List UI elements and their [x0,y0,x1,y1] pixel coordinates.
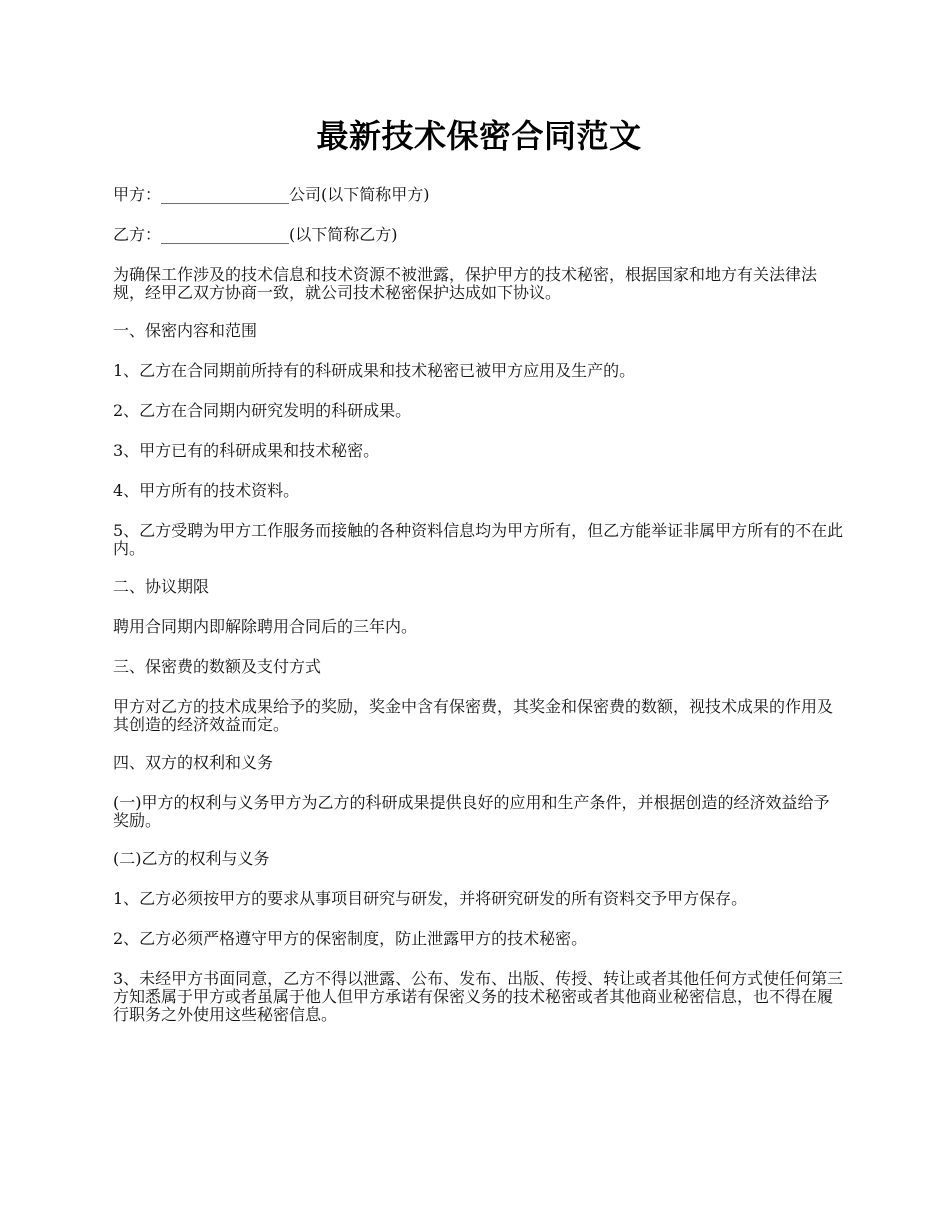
clause-4-3: 3、未经甲方书面同意，乙方不得以泄露、公布、发布、出版、传授、转让或者其他任何方式使任何第三方知悉属于甲方或者虽属于他人但甲方承诺有保密义务的技术秘密或者其他商业秘密信息，也不得在履行职务之外使用这些秘密信息。 [113,969,844,1024]
party-a-rights-paragraph: (一)甲方的权利与义务甲方为乙方的科研成果提供良好的应用和生产条件，并根据创造的经济效益给予奖励。 [113,793,830,830]
term-paragraph: 聘用合同期内即解除聘用合同后的三年内。 [113,617,418,636]
section-heading-2: 二、协议期限 [113,577,210,596]
section-heading-4: 四、双方的权利和义务 [113,753,274,772]
clause-1-4: 4、甲方所有的技术资料。 [113,481,300,500]
fee-paragraph: 甲方对乙方的技术成果给予的奖励，奖金中含有保密费，其奖金和保密费的数额，视技术成果的作用及其创造的经济效益而定。 [113,697,834,734]
clause-1-2: 2、乙方在合同期内研究发明的科研成果。 [113,401,412,420]
clause-4-2: 2、乙方必须严格遵守甲方的保密制度，防止泄露甲方的技术秘密。 [113,929,588,948]
party-a-line: 甲方：________________公司(以下简称甲方) [113,185,430,204]
document-title: 最新技术保密合同范文 [316,117,642,155]
clause-1-1: 1、乙方在合同期前所持有的科研成果和技术秘密已被甲方应用及生产的。 [113,361,636,380]
clause-1-5: 5、乙方受聘为甲方工作服务而接触的各种资料信息均为甲方所有，但乙方能举证非属甲方所有的不在此内。 [113,521,844,558]
clause-4-1: 1、乙方必须按甲方的要求从事项目研究与研发，并将研究研发的所有资料交予甲方保存。 [113,889,748,908]
document-body [113,112,845,1046]
intro-paragraph: 为确保工作涉及的技术信息和技术资源不被泄露，保护甲方的技术秘密，根据国家和地方有关法律法规，经甲乙双方协商一致，就公司技术秘密保护达成如下协议。 [113,265,818,302]
section-heading-1: 一、保密内容和范围 [113,321,258,340]
section-heading-3: 三、保密费的数额及支付方式 [113,657,322,676]
party-b-line: 乙方：________________(以下简称乙方) [113,225,398,244]
clause-1-3: 3、甲方已有的科研成果和技术秘密。 [113,441,380,460]
party-b-rights-heading: (二)乙方的权利与义务 [113,849,270,868]
